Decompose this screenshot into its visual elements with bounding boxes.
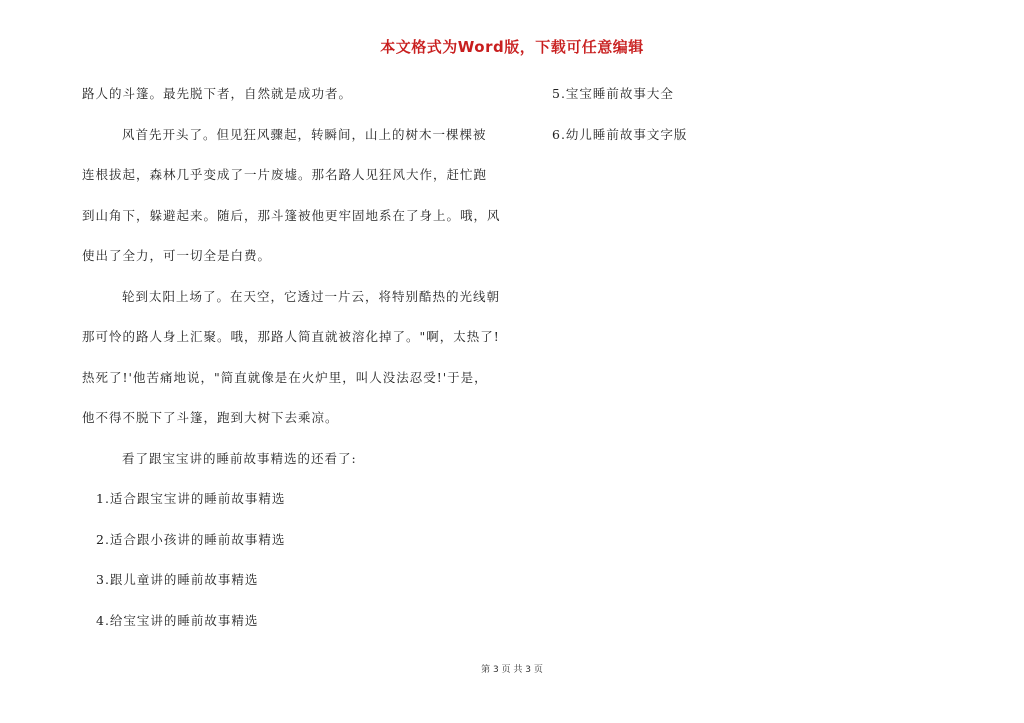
story-line: 风首先开头了。但见狂风骤起，转瞬间，山上的树木一棵棵被: [122, 126, 487, 142]
document-banner: 本文格式为Word版，下载可任意编辑: [380, 38, 644, 56]
story-column: [82, 82, 522, 649]
story-line: 到山角下，躲避起来。随后，那斗篷被他更牢固地系在了身上。哦，风: [82, 207, 501, 223]
related-link[interactable]: 1.适合跟宝宝讲的睡前故事精选: [96, 491, 286, 506]
story-line: 他不得不脱下了斗篷，跑到大树下去乘凉。: [82, 410, 339, 425]
page-number: 第 3 页 共 3 页: [481, 665, 543, 675]
story-line: 热死了!'他苦痛地说，"简直就像是在火炉里，叫人没法忍受!'于是，: [82, 369, 488, 385]
related-link[interactable]: 2.适合跟小孩讲的睡前故事精选: [96, 531, 286, 547]
story-line: 连根拔起，森林几乎变成了一片废墟。那名路人见狂风大作，赶忙跑: [82, 167, 488, 182]
related-heading: 看了跟宝宝讲的睡前故事精选的还看了:: [122, 450, 357, 466]
related-link[interactable]: 4.给宝宝讲的睡前故事精选: [96, 612, 259, 628]
story-line: 使出了全力，可一切全是白费。: [82, 248, 272, 263]
story-line: 那可怜的路人身上汇聚。哦，那路人简直就被溶化掉了。"啊，太热了!: [82, 329, 500, 344]
related-link[interactable]: 5.宝宝睡前故事大全: [552, 86, 674, 101]
related-link[interactable]: 3.跟儿童讲的睡前故事精选: [96, 572, 259, 587]
story-line: 轮到太阳上场了。在天空，它透过一片云，将特别酷热的光线朝: [122, 288, 501, 304]
story-line: 路人的斗篷。最先脱下者，自然就是成功者。: [82, 86, 353, 101]
related-link[interactable]: 6.幼儿睡前故事文字版: [552, 126, 688, 142]
related-column: [552, 82, 852, 163]
